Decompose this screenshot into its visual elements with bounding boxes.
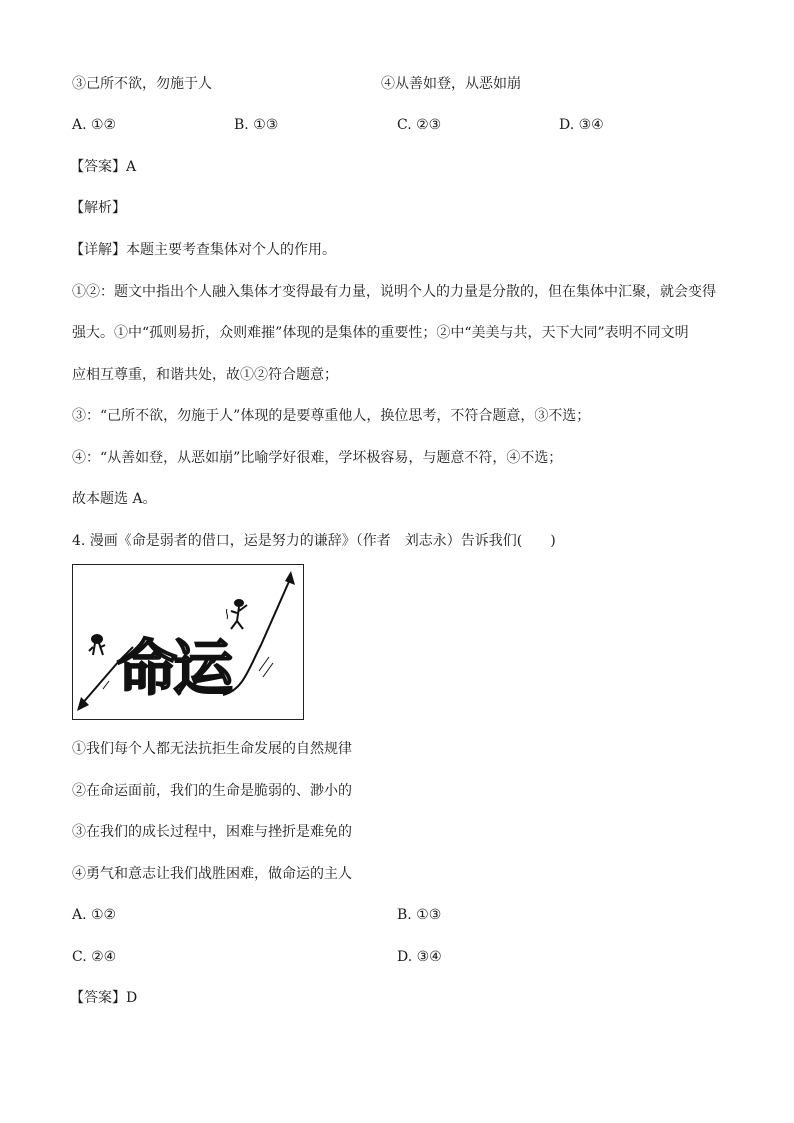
option-3: ③己所不欲，勿施于人 (72, 76, 212, 92)
q4-choice-a: A. ①② (72, 907, 117, 923)
q4-choice-d: D. ③④ (397, 949, 442, 965)
choice-a: A. ①② (72, 117, 117, 133)
analysis-p3: ④：“从善如登，从恶如崩”比喻学好很难，学坏极容易，与题意不符，④不选； (72, 450, 563, 466)
option-4: ④从善如登，从恶如崩 (381, 76, 521, 92)
analysis-p2: ③：“己所不欲，勿施于人”体现的是要尊重他人，换位思考，不符合题意，③不选； (72, 408, 591, 424)
falling-figure (89, 634, 105, 655)
choice-c: C. ②③ (397, 117, 442, 133)
statement-2: ②在命运面前，我们的生命是脆弱的、渺小的 (72, 783, 352, 799)
cartoon-char-yun: 运 (173, 634, 233, 704)
cartoon-image (72, 564, 304, 720)
detail-intro: 【详解】本题主要考查集体对个人的作用。 (70, 242, 336, 258)
statement-3: ③在我们的成长过程中，困难与挫折是难免的 (72, 824, 352, 840)
choice-d: D. ③④ (559, 117, 604, 133)
statement-4: ④勇气和意志让我们战胜困难，做命运的主人 (72, 866, 352, 882)
q4-choice-b: B. ①③ (397, 907, 442, 923)
choice-b: B. ①③ (234, 117, 279, 133)
analysis-p1-line1: ①②：题文中指出个人融入集体才变得最有力量，说明个人的力量是分散的，但在集体中汇聚，就会变得 (72, 284, 716, 300)
analysis-p1-line2: 强大。①中“孤则易折，众则难摧”体现的是集体的重要性；②中“美美与共，天下大同”表明不同文明 (72, 325, 689, 341)
climbing-figure (226, 599, 247, 629)
statement-1: ①我们每个人都无法抗拒生命发展的自然规律 (72, 741, 352, 757)
question-4-stem: 4. 漫画《命是弱者的借口，运是努力的谦辞》（作者 刘志永）告诉我们( ) (72, 533, 556, 549)
answer-q3: 【答案】A (70, 159, 137, 175)
q4-choice-c: C. ②④ (72, 949, 117, 965)
cartoon-char-ming: 命 (117, 634, 177, 704)
analysis-p1-line3: 应相互尊重，和谐共处，故①②符合题意； (72, 367, 338, 383)
answer-q4: 【答案】D (70, 990, 138, 1006)
analysis-conclusion: 故本题选 A。 (72, 491, 157, 507)
analysis-label: 【解析】 (70, 200, 126, 216)
